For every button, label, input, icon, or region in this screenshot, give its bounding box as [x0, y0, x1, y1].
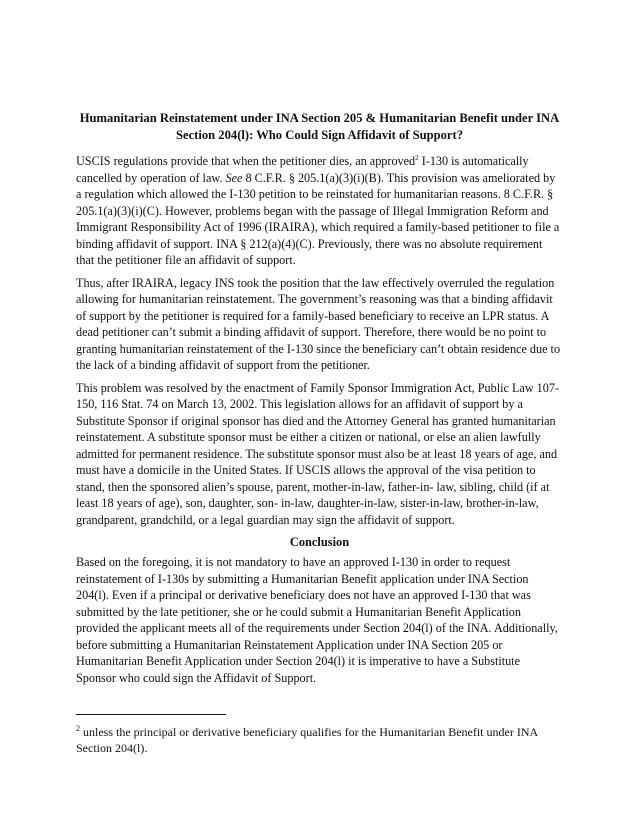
- document-title: Humanitarian Reinstatement under INA Section 205 & Humanitarian Benefit under INA Section 204(l): Who Could Sign Affidavit of Support?: [79, 111, 560, 142]
- paragraph-uscis-regulations: [76, 153, 563, 269]
- document-body: [76, 110, 563, 692]
- footnote-mark: 2: [76, 724, 80, 733]
- paragraph-after-iraira: Thus, after IRAIRA, legacy INS took the position that the law effectively overruled the regulation allowing for humanitarian reinstatement. The government’s reasoning was that a binding affidavit of support by the petitioner is required for a family-based beneficiary to receive an LPR status. A dead petitioner can’t submit a binding affidavit of support. Therefore, there would be no point to granting humanitarian reinstatement of the I-130 since the beneficiary can’t obtain residence due to the lack of a binding affidavit of support from the petitioner.: [76, 275, 561, 372]
- p1-text-c: 8 C.F.R. § 205.1(a)(3)(i)(B). This provision was ameliorated by a regulation which allowed the I-130 petition to be reinstated for humanitarian reasons. 8 C.F.R. § 205.1(a)(3)(i)(C). However, problems began with the passage of Illegal Immigration Reform and Immigrant Responsibility Act of 1996 (IRAIRA), which required a family-based petitioner to file a binding affidavit of support. INA § 212(a)(4)(C). Previously, there was no absolute requirement that the petitioner file an affidavit of support.: [76, 170, 560, 267]
- paragraph-family-sponsor-act: This problem was resolved by the enactment of Family Sponsor Immigration Act, Public Law 107-150, 116 Stat. 74 on March 13, 2002. This legislation allows for an affidavit of support by a Substitute Sponsor if original sponsor has died and the Attorney General has granted humanitarian reinstatement. A substitute sponsor must be either a citizen or national, or else an alien lawfully admitted for permanent residence. The substitute sponsor must also be at least 18 years of age, and must have a domicile in the United States. If USCIS allows the approval of the visa petition to stand, then the sponsored alien’s spouse, parent, mother-in-law, father-in- law, sibling, child (if at least 18 years of age), son, daughter, son- in-law, daughter-in-law, sister-in-law, brother-in-law, grandparent, grandchild, or a legal guardian may sign the affidavit of support.: [76, 380, 560, 527]
- conclusion-heading: Conclusion: [289, 535, 350, 549]
- p1-text-b: I-130 is automatically cancelled by operation of law.: [76, 154, 529, 185]
- footnote: [76, 724, 563, 756]
- p1-see-italic: See: [225, 170, 243, 185]
- p1-text-a: USCIS regulations provide that when the petitioner dies, an approved: [76, 154, 416, 168]
- footnote-divider: [76, 714, 226, 715]
- footnote-text: unless the principal or derivative beneficiary qualifies for the Humanitarian Benefit under INA Section 204(l).: [76, 725, 538, 755]
- footnote-reference: 2: [415, 153, 419, 162]
- paragraph-conclusion: Based on the foregoing, it is not mandatory to have an approved I-130 in order to request reinstatement of I-130s by submitting a Humanitarian Benefit application under INA Section 204(l). Even if a principal or derivative beneficiary does not have an approved I-130 that was submitted by the late petitioner, she or he could submit a Humanitarian Benefit Application provided the applicant meets all of the requirements under Section 204(l) of the INA. Additionally, before submitting a Humanitarian Reinstatement Application under INA Section 205 or Humanitarian Benefit Application under Section 204(l) it is imperative to have a Substitute Sponsor who could sign the Affidavit of Support.: [76, 555, 558, 685]
